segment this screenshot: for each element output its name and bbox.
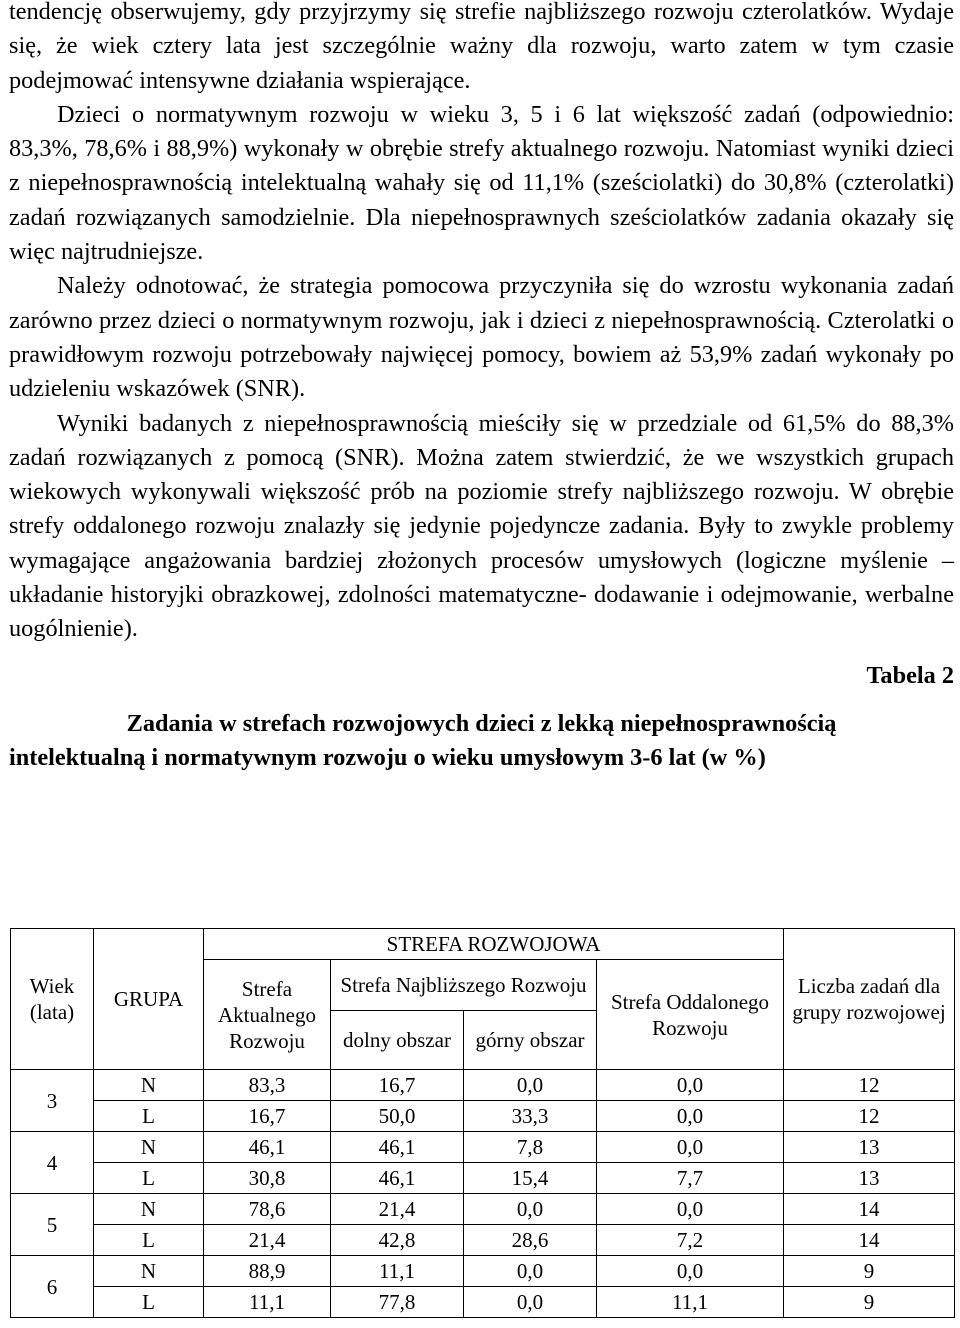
header-zone-main: STREFA ROZWOJOWA: [204, 929, 784, 960]
header-group: GRUPA: [94, 929, 204, 1070]
header-upper-area: górny obszar: [464, 1011, 597, 1070]
upper-cell: 0,0: [464, 1287, 597, 1318]
distant-cell: 11,1: [597, 1287, 784, 1318]
actual-cell: 11,1: [204, 1287, 331, 1318]
lower-cell: 50,0: [331, 1101, 464, 1132]
actual-cell: 30,8: [204, 1163, 331, 1194]
header-distant-zone: Strefa Oddalonego Rozwoju: [597, 960, 784, 1070]
count-cell: 14: [784, 1225, 955, 1256]
header-age: Wiek (lata): [11, 929, 94, 1070]
table-row: [11, 1194, 955, 1225]
distant-cell: 7,7: [597, 1163, 784, 1194]
distant-cell: 0,0: [597, 1101, 784, 1132]
lower-cell: 16,7: [331, 1070, 464, 1101]
upper-cell: 7,8: [464, 1132, 597, 1163]
table-row: [11, 1163, 955, 1194]
paragraph-3: Należy odnotować, że strategia pomocowa przyczyniła się do wzrostu wykonania zadań zarówno przez dzieci o normatywnym rozwoju, jak i dzieci z niepełnosprawnością. Czterolatki o prawidłowym rozwoju potrzebowały najwięcej pomocy, bowiem aż 53,9% zadań wykonały po udzieleniu wskazówek (SNR).: [9, 272, 954, 403]
lower-cell: 42,8: [331, 1225, 464, 1256]
lower-cell: 21,4: [331, 1194, 464, 1225]
table-row: [11, 1070, 955, 1101]
count-cell: 14: [784, 1194, 955, 1225]
group-cell: L: [94, 1287, 204, 1318]
table-row: [11, 1132, 955, 1163]
upper-cell: 0,0: [464, 1070, 597, 1101]
paragraph-2: Dzieci o normatywnym rozwoju w wieku 3, 5 i 6 lat większość zadań (odpowiednio: 83,3%, 78,6% i 88,9%) wykonały w obrębie strefy aktualnego rozwoju. Natomiast wyniki dzieci z niepełnosprawnością intelektualną wahały się od 11,1% (sześciolatki) do 30,8% (czterolatki) zadań rozwiązanych samodzielnie. Dla niepełnosprawnych sześciolatków zadania okazały się więc najtrudniejsze.: [9, 100, 954, 266]
paragraph-4: Wyniki badanych z niepełnosprawnością mieściły się w przedziale od 61,5% do 88,3% zadań rozwiązanych z pomocą (SNR). Można zatem stwierdzić, że we wszystkich grupach wiekowych wykonywali większość prób na poziomie strefy najbliższego rozwoju. W obrębie strefy oddalonego rozwoju znalazły się jedynie pojedyncze zadania. Były to zwykle problemy wymagające angażowania bardziej złożonych procesów umysłowych (logiczne myślenie – układanie historyjki obrazkowej, zdolności matematyczne- dodawanie i odejmowanie, werbalne uogólnienie).: [9, 409, 954, 643]
count-cell: 9: [784, 1287, 955, 1318]
distant-cell: 7,2: [597, 1225, 784, 1256]
group-cell: L: [94, 1225, 204, 1256]
table-row: [11, 1225, 955, 1256]
actual-cell: 16,7: [204, 1101, 331, 1132]
upper-cell: 0,0: [464, 1194, 597, 1225]
group-cell: L: [94, 1163, 204, 1194]
age-cell: 5: [11, 1194, 94, 1256]
table-row: [11, 1287, 955, 1318]
document-page: [9, 0, 954, 775]
group-cell: N: [94, 1132, 204, 1163]
table-row: [11, 1101, 955, 1132]
actual-cell: 21,4: [204, 1225, 331, 1256]
age-cell: 3: [11, 1070, 94, 1132]
zones-table: [10, 928, 955, 1318]
table-caption-line-2: intelektualną i normatywnym rozwoju o wieku umysłowym 3-6 lat (w %): [9, 743, 766, 771]
distant-cell: 0,0: [597, 1256, 784, 1287]
paragraph-1: tendencję obserwujemy, gdy przyjrzymy się strefie najbliższego rozwoju czterolatków. Wydaje się, że wiek cztery lata jest szczególnie ważny dla rozwoju, warto zatem w tym czasie podejmować intensywne działania wspierające.: [9, 0, 954, 94]
distant-cell: 0,0: [597, 1194, 784, 1225]
lower-cell: 77,8: [331, 1287, 464, 1318]
header-actual-zone: Strefa Aktualnego Rozwoju: [204, 960, 331, 1070]
group-cell: L: [94, 1101, 204, 1132]
lower-cell: 46,1: [331, 1163, 464, 1194]
distant-cell: 0,0: [597, 1132, 784, 1163]
age-cell: 4: [11, 1132, 94, 1194]
age-cell: 6: [11, 1256, 94, 1318]
actual-cell: 88,9: [204, 1256, 331, 1287]
count-cell: 9: [784, 1256, 955, 1287]
actual-cell: 83,3: [204, 1070, 331, 1101]
distant-cell: 0,0: [597, 1070, 784, 1101]
actual-cell: 46,1: [204, 1132, 331, 1163]
upper-cell: 33,3: [464, 1101, 597, 1132]
count-cell: 13: [784, 1132, 955, 1163]
table-caption-line-1: Zadania w strefach rozwojowych dzieci z lekką niepełnosprawnością: [126, 709, 837, 737]
count-cell: 13: [784, 1163, 955, 1194]
group-cell: N: [94, 1194, 204, 1225]
group-cell: N: [94, 1070, 204, 1101]
header-task-count: Liczba zadań dla grupy rozwojowej: [784, 929, 955, 1070]
header-nearest-zone: Strefa Najbliższego Rozwoju: [331, 960, 597, 1011]
upper-cell: 28,6: [464, 1225, 597, 1256]
upper-cell: 0,0: [464, 1256, 597, 1287]
table-row: [11, 1256, 955, 1287]
count-cell: 12: [784, 1070, 955, 1101]
header-lower-area: dolny obszar: [331, 1011, 464, 1070]
actual-cell: 78,6: [204, 1194, 331, 1225]
group-cell: N: [94, 1256, 204, 1287]
count-cell: 12: [784, 1101, 955, 1132]
lower-cell: 11,1: [331, 1256, 464, 1287]
table-label: Tabela 2: [866, 661, 954, 689]
upper-cell: 15,4: [464, 1163, 597, 1194]
lower-cell: 46,1: [331, 1132, 464, 1163]
